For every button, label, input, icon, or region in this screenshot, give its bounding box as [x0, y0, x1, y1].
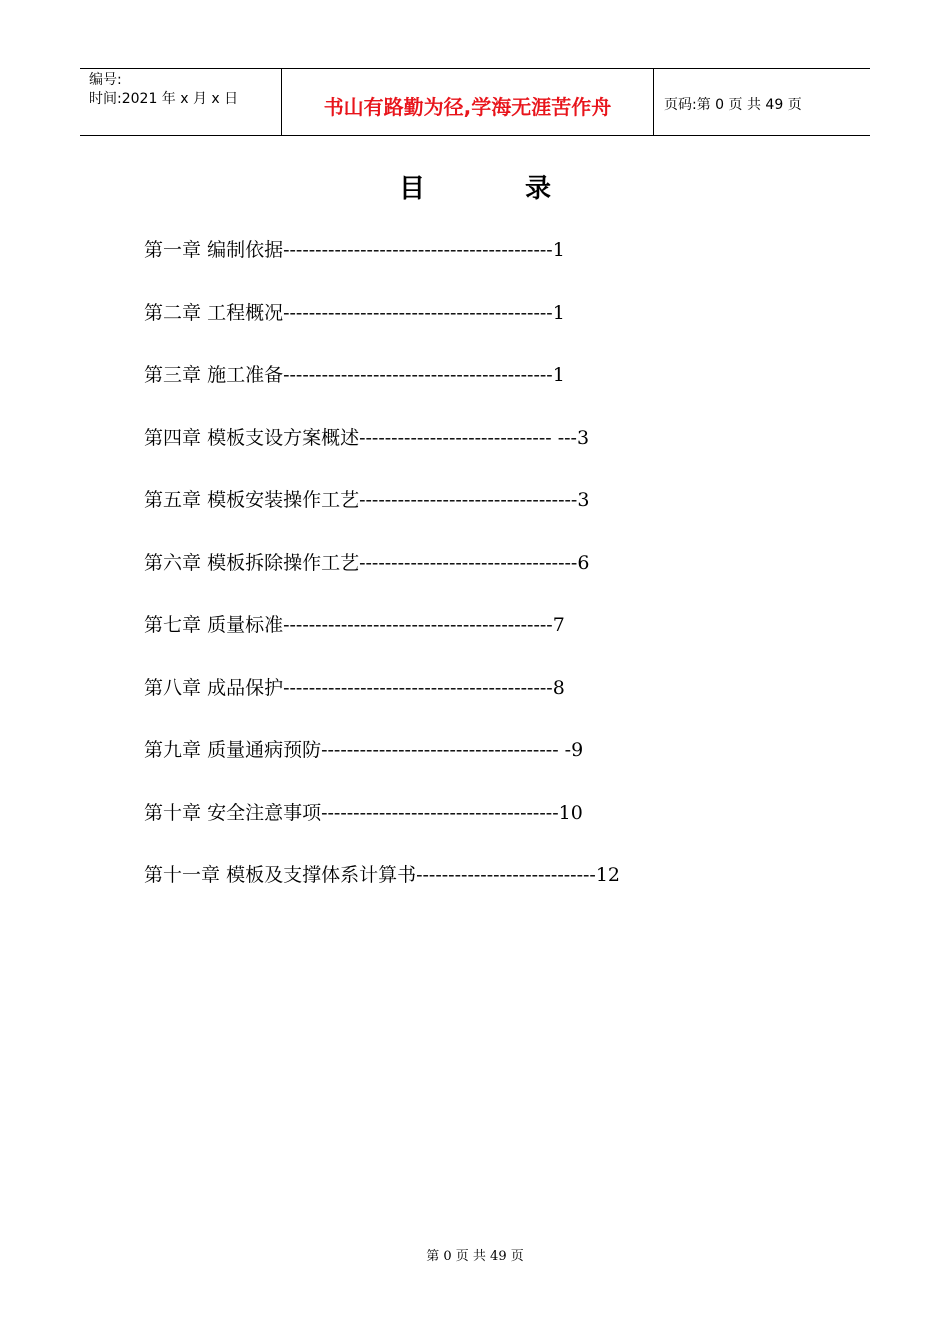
- toc-chapter: 第八章: [144, 676, 202, 699]
- toc-title: [0, 168, 950, 205]
- toc-leader: -------------------------------------: [321, 739, 565, 761]
- toc-page-number: 8: [552, 676, 565, 699]
- header-meta: [80, 69, 282, 135]
- toc-entry-title: 安全注意事项: [207, 801, 322, 824]
- toc-leader: ----------------------------: [416, 864, 596, 886]
- toc-leader: ------------------------------------------: [283, 239, 553, 261]
- toc-page-number: 1: [552, 364, 565, 386]
- toc-page-number: 3: [577, 489, 590, 511]
- toc-entry[interactable]: [144, 547, 794, 610]
- page-footer: 第 0 页 共 49 页: [426, 1249, 524, 1264]
- toc-chapter: 第十章: [144, 801, 202, 824]
- toc-entry[interactable]: [144, 609, 794, 672]
- toc-entry[interactable]: [144, 359, 794, 422]
- toc-entry[interactable]: [144, 734, 794, 797]
- toc-leader: ----------------------------------: [359, 551, 578, 574]
- toc-title-right: 录: [525, 174, 552, 204]
- toc-leader: ------------------------------------------: [283, 364, 553, 386]
- document-time-label: 时间:2021 年 x 月 x 日: [89, 91, 239, 107]
- toc-leader: -------------------------------------: [321, 801, 559, 824]
- toc-entry-title: 模板安装操作工艺: [207, 489, 360, 511]
- toc-list: [144, 234, 794, 922]
- toc-chapter: 第二章: [144, 301, 202, 324]
- toc-entry-title: 质量标准: [207, 614, 284, 636]
- toc-entry-title: 编制依据: [207, 239, 284, 261]
- toc-chapter: 第十一章: [144, 864, 221, 886]
- toc-leader: ----------------------------------: [359, 489, 578, 511]
- toc-entry-title: 工程概况: [207, 301, 284, 324]
- toc-page-number: -9: [564, 739, 584, 761]
- toc-leader: ------------------------------ ---: [359, 426, 577, 449]
- toc-page-number: 10: [558, 801, 583, 824]
- header-page-info: 页码:第 0 页 共 49 页: [664, 97, 802, 113]
- toc-page-number: 12: [595, 864, 621, 886]
- toc-entry[interactable]: [144, 797, 794, 860]
- toc-entry[interactable]: [144, 859, 794, 922]
- toc-leader: ------------------------------------------: [283, 301, 553, 324]
- toc-entry-title: 模板拆除操作工艺: [207, 551, 360, 574]
- toc-entry-title: 质量通病预防: [207, 739, 322, 761]
- toc-entry-title: 模板支设方案概述: [207, 426, 360, 449]
- toc-leader: ------------------------------------------: [283, 614, 553, 636]
- toc-chapter: 第三章: [144, 364, 202, 386]
- toc-leader: ------------------------------------------: [283, 676, 553, 699]
- toc-page-number: 1: [552, 239, 565, 261]
- toc-entry[interactable]: [144, 297, 794, 360]
- toc-page-number: 7: [552, 614, 565, 636]
- document-header: [80, 68, 870, 136]
- toc-entry[interactable]: [144, 672, 794, 735]
- toc-entry[interactable]: [144, 484, 794, 547]
- toc-chapter: 第六章: [144, 551, 202, 574]
- toc-chapter: 第一章: [144, 239, 202, 261]
- toc-title-left: 目: [398, 174, 425, 204]
- toc-entry-title: 模板及支撑体系计算书: [226, 864, 417, 886]
- toc-chapter: 第五章: [144, 489, 202, 511]
- toc-page-number: 6: [577, 551, 590, 574]
- header-motto: 书山有路勤为径,学海无涯苦作舟: [282, 69, 654, 135]
- toc-page-number: 1: [552, 301, 565, 324]
- toc-entry[interactable]: [144, 234, 794, 297]
- toc-chapter: 第四章: [144, 426, 202, 449]
- toc-page-number: 3: [576, 426, 590, 449]
- toc-entry[interactable]: [144, 422, 794, 485]
- toc-entry-title: 施工准备: [207, 364, 284, 386]
- toc-entry-title: 成品保护: [207, 676, 284, 699]
- toc-chapter: 第九章: [144, 739, 202, 761]
- toc-chapter: 第七章: [144, 614, 202, 636]
- document-number-label: 编号:: [89, 72, 122, 88]
